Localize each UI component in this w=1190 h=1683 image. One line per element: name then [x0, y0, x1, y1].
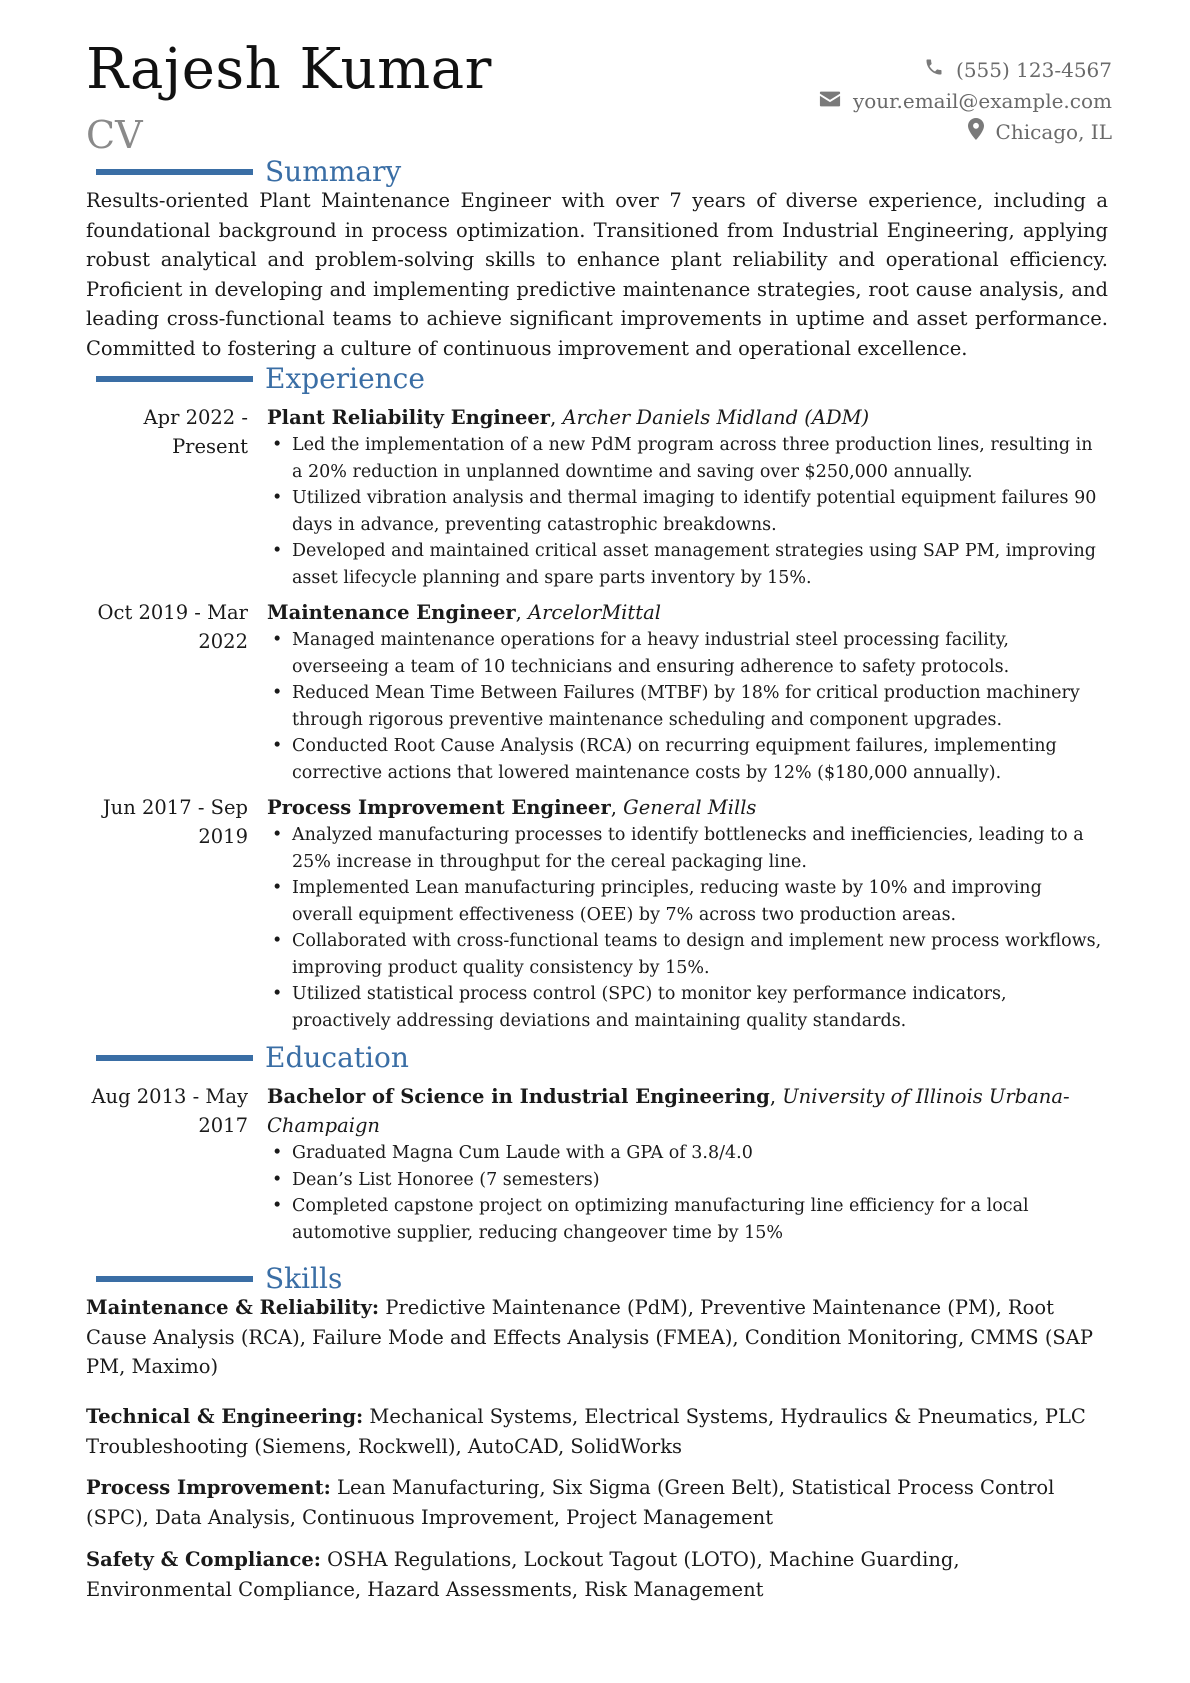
bullet-item: • Implemented Lean manufacturing principles, reducing waste by 10% and improving overall equipment effectiveness (OEE) by 7% across two production areas.	[267, 875, 1108, 928]
bullet-item: • Graduated Magna Cum Laude with a GPA of 3.8/4.0	[267, 1140, 1108, 1167]
bullet-item: • Utilized vibration analysis and thermal imaging to identify potential equipment failures 90 days in advance, preventing catastrophic breakdowns.	[267, 485, 1108, 538]
entry-title-line: Plant Reliability Engineer, Archer Daniels Midland (ADM)	[267, 406, 870, 429]
skill-group-text: Predictive Maintenance (PdM), Preventive Maintenance (PM), Root Cause Analysis (RCA), Failure Mode and Effects Analysis (FMEA), Condition Monitoring, CMMS (SAP PM, Maximo)	[86, 1296, 1093, 1378]
bullet-item: • Conducted Root Cause Analysis (RCA) on recurring equipment failures, implementing corrective actions that lowered maintenance costs by 12% ($180,000 annually).	[267, 733, 1108, 786]
location-text: Chicago, IL	[995, 119, 1112, 144]
document-subtitle: CV	[86, 113, 143, 157]
phone-icon	[924, 57, 944, 82]
envelope-icon	[819, 89, 841, 113]
section-title: Education	[265, 1041, 409, 1074]
entry-title-line: Process Improvement Engineer, General Mills	[267, 796, 757, 819]
section-accent-bar	[96, 376, 253, 382]
summary-section-heading	[96, 157, 401, 187]
company-name: ArcelorMittal	[528, 601, 661, 624]
entry-body	[267, 403, 1108, 591]
skill-group	[86, 1402, 1108, 1461]
experience-section-heading	[96, 364, 425, 394]
entry-date: Jun 2017 - Sep 2019	[102, 796, 248, 848]
skill-group	[86, 1473, 1108, 1532]
skill-group-text: Mechanical Systems, Electrical Systems, Hydraulics & Pneumatics, PLC Troubleshooting (Siemens, Rockwell), AutoCAD, SolidWorks	[86, 1405, 1086, 1458]
bullet-item: • Analyzed manufacturing processes to identify bottlenecks and inefficiencies, leading to a 25% increase in throughput for the cereal packaging line.	[267, 822, 1108, 875]
email-address[interactable]: your.email@example.com	[852, 88, 1112, 113]
section-accent-bar	[96, 1055, 253, 1061]
summary-text: Results-oriented Plant Maintenance Engineer with over 7 years of diverse experience, including a foundational background in process optimization. Transitioned from Industrial Engineering, applying robust analytical and problem-solving skills to enhance plant reliability and operational efficiency. Proficient in developing and implementing predictive maintenance strategies, root cause analysis, and leading cross-functional teams to achieve significant improvements in uptime and asset performance. Committed to fostering a culture of continuous improvement and operational excellence.	[86, 189, 1108, 360]
degree-title: Bachelor of Science in Industrial Engineering	[267, 1085, 770, 1108]
skill-group-label: Maintenance & Reliability:	[86, 1296, 380, 1319]
bullet-item: • Developed and maintained critical asset management strategies using SAP PM, improving asset lifecycle planning and spare parts inventory by 15%.	[267, 538, 1108, 591]
section-accent-bar	[96, 169, 253, 175]
bullet-item: • Dean’s List Honoree (7 semesters)	[267, 1167, 1108, 1194]
section-title: Experience	[265, 362, 425, 395]
skill-group-label: Process Improvement:	[86, 1476, 331, 1499]
education-section-heading	[96, 1043, 409, 1073]
entry-body	[267, 1082, 1108, 1246]
job-title: Plant Reliability Engineer	[267, 406, 551, 429]
entry-body	[267, 598, 1108, 786]
entry-title-line: Bachelor of Science in Industrial Engineering, University of Illinois Urbana-Champaign	[267, 1085, 1070, 1137]
bullet-list	[267, 627, 1108, 786]
map-marker-icon	[968, 118, 984, 145]
contact-location-row	[819, 116, 1112, 147]
entry-body	[267, 793, 1108, 1034]
skill-group-text: Lean Manufacturing, Six Sigma (Green Belt), Statistical Process Control (SPC), Data Analysis, Continuous Improvement, Project Management	[86, 1476, 1055, 1529]
bullet-item: • Collaborated with cross-functional teams to design and implement new process workflows, improving product quality consistency by 15%.	[267, 928, 1108, 981]
bullet-item: • Completed capstone project on optimizing manufacturing line efficiency for a local automotive supplier, reducing changeover time by 15%	[267, 1193, 1108, 1246]
job-title: Process Improvement Engineer	[267, 796, 611, 819]
entry-date: Oct 2019 - Mar 2022	[97, 601, 248, 653]
contact-phone-row	[819, 54, 1112, 85]
school-name: University of Illinois Urbana-Champaign	[267, 1085, 1070, 1137]
section-accent-bar	[96, 1276, 253, 1282]
section-title: Skills	[265, 1262, 343, 1295]
skill-group-label: Technical & Engineering:	[86, 1405, 364, 1428]
bullet-list	[267, 432, 1108, 591]
person-name: Rajesh Kumar	[86, 37, 492, 102]
section-title: Summary	[265, 155, 402, 188]
skill-group-label: Safety & Compliance:	[86, 1548, 321, 1571]
bullet-item: • Utilized statistical process control (SPC) to monitor key performance indicators, proactively addressing deviations and maintaining quality standards.	[267, 981, 1108, 1034]
entry-date: Aug 2013 - May 2017	[91, 1085, 248, 1137]
bullet-item: • Reduced Mean Time Between Failures (MTBF) by 18% for critical production machinery through rigorous preventive maintenance scheduling and component upgrades.	[267, 680, 1108, 733]
skill-group-text: OSHA Regulations, Lockout Tagout (LOTO), Machine Guarding, Environmental Compliance, Hazard Assessments, Risk Management	[86, 1548, 960, 1601]
skill-group	[86, 1545, 1108, 1604]
phone-number[interactable]: (555) 123-4567	[956, 57, 1112, 82]
skill-group	[86, 1293, 1108, 1382]
contact-email-row	[819, 85, 1112, 116]
company-name: General Mills	[623, 796, 757, 819]
bullet-list	[267, 1140, 1108, 1246]
contact-block	[819, 54, 1112, 147]
entry-title-line: Maintenance Engineer, ArcelorMittal	[267, 601, 661, 624]
company-name: Archer Daniels Midland (ADM)	[562, 406, 870, 429]
bullet-item: • Led the implementation of a new PdM program across three production lines, resulting in a 20% reduction in unplanned downtime and saving over $250,000 annually.	[267, 432, 1108, 485]
job-title: Maintenance Engineer	[267, 601, 516, 624]
bullet-list	[267, 822, 1108, 1034]
entry-date: Apr 2022 - Present	[143, 406, 248, 458]
skills-section-heading	[96, 1264, 342, 1294]
bullet-item: • Managed maintenance operations for a heavy industrial steel processing facility, overseeing a team of 10 technicians and ensuring adherence to safety protocols.	[267, 627, 1108, 680]
